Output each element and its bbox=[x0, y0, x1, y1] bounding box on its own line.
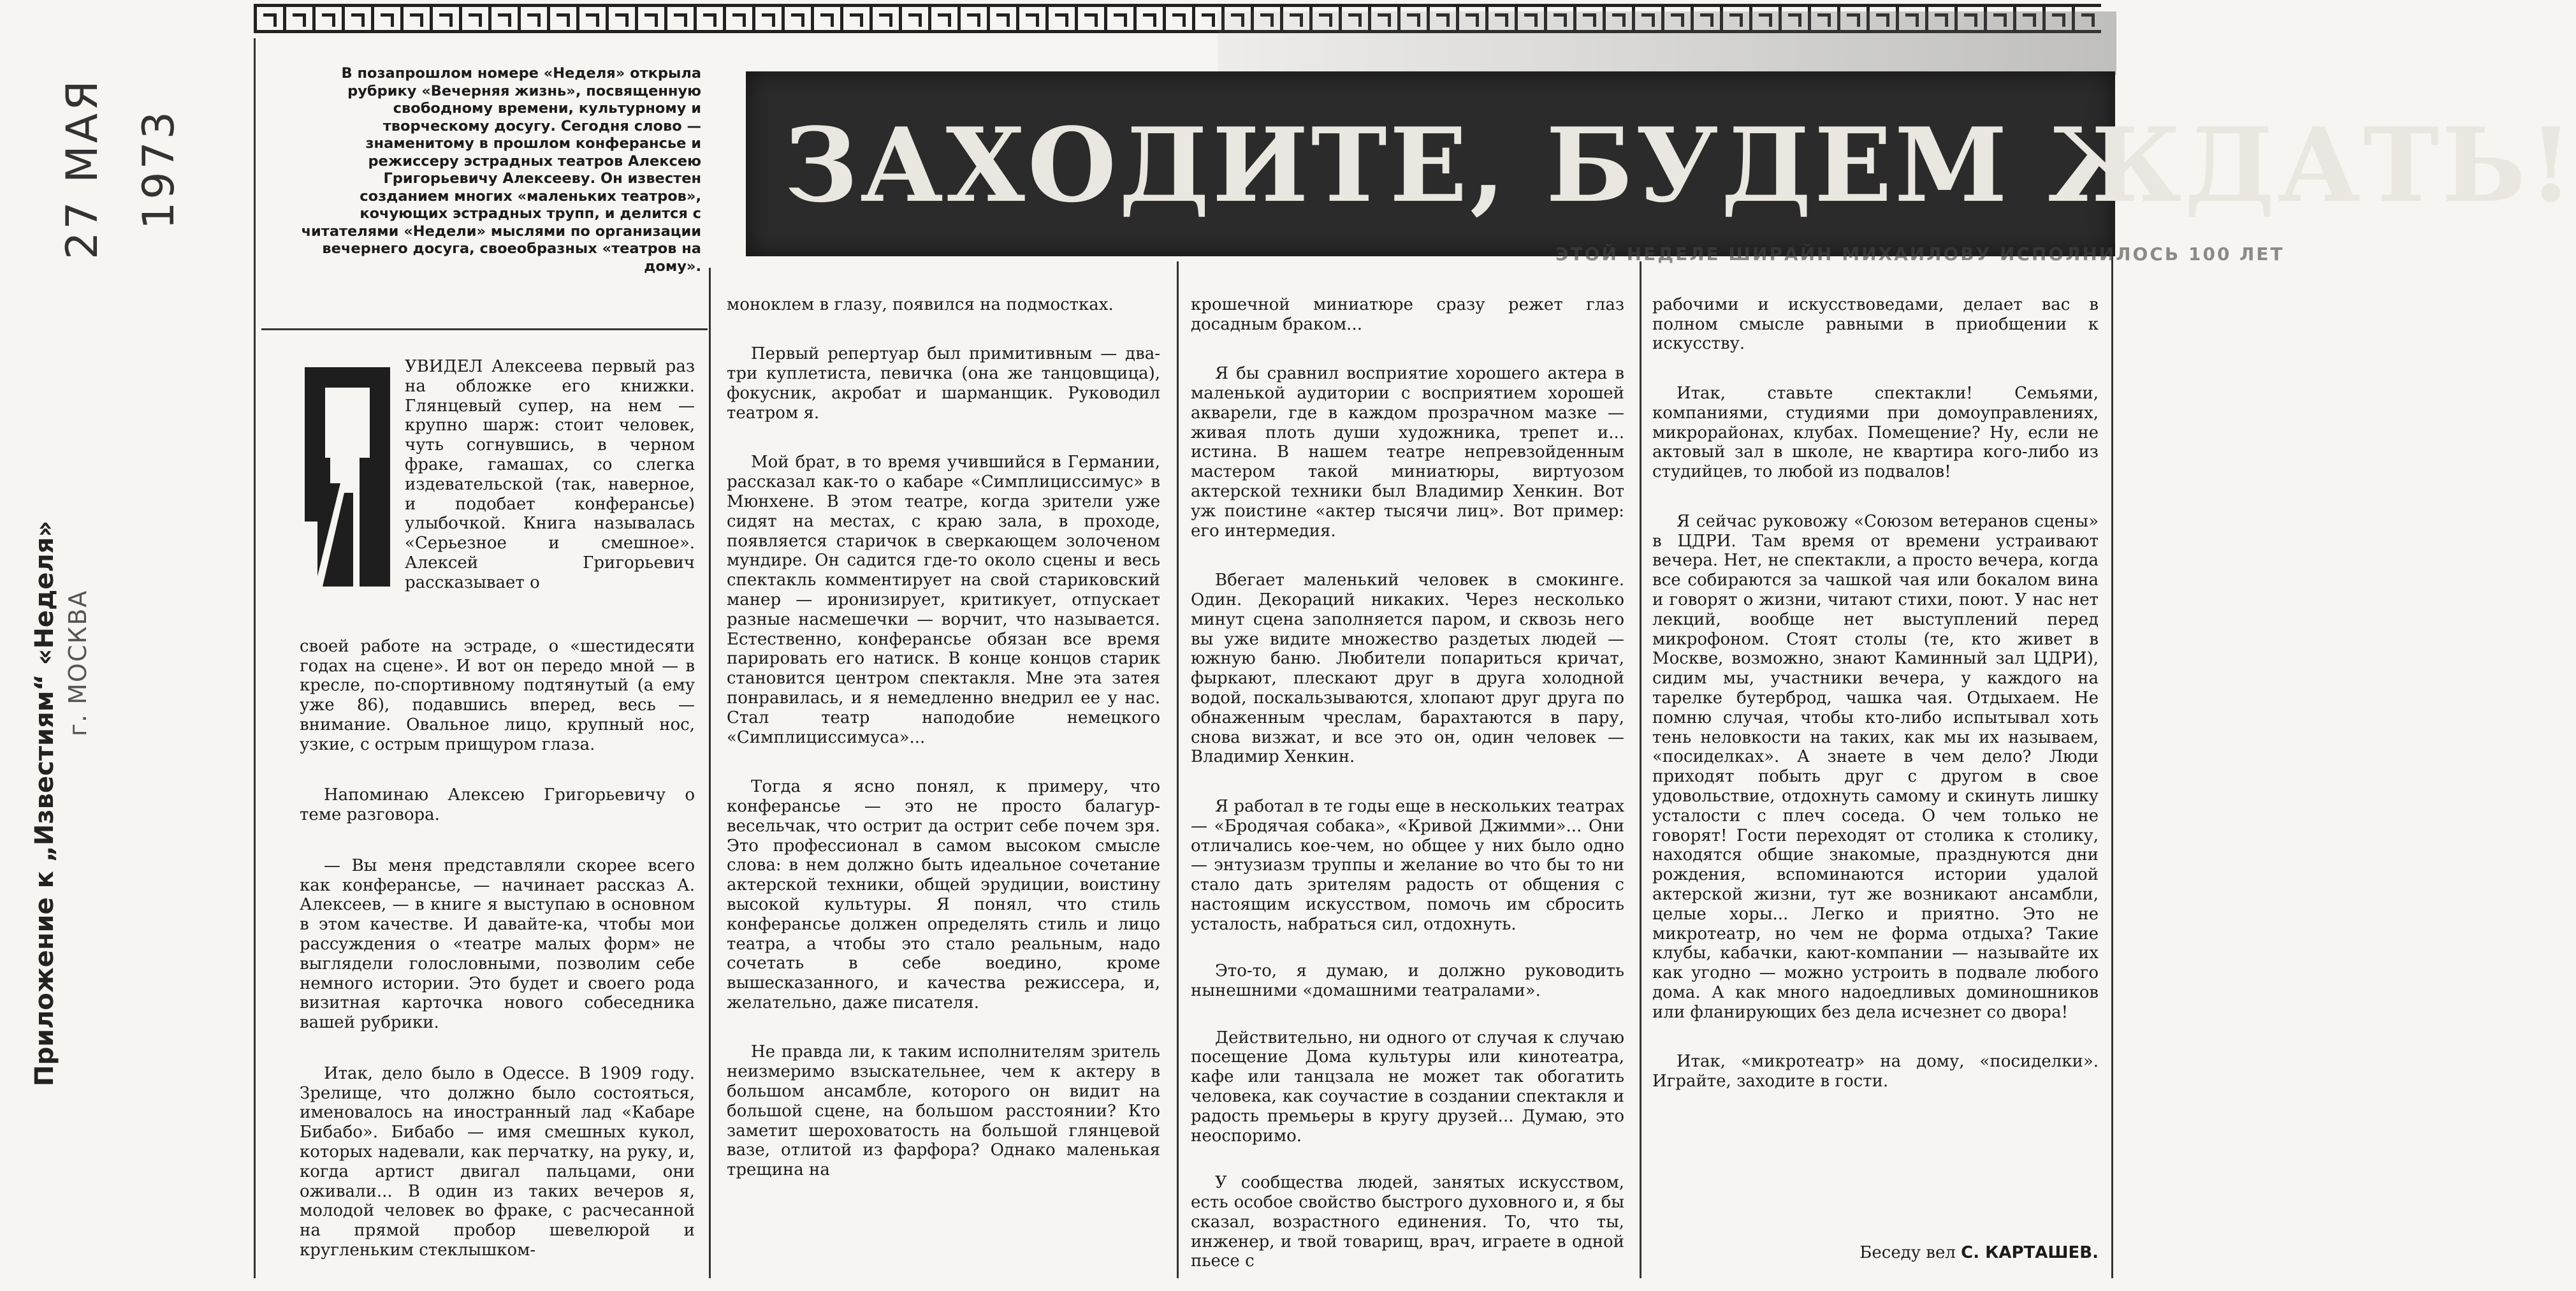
paragraph: Это-то, я думаю, и должно руководить нынешними «домашними театралами». bbox=[1191, 961, 1624, 1001]
border-tile bbox=[870, 4, 899, 33]
border-tile bbox=[1075, 4, 1104, 33]
headline-bleed-through bbox=[1218, 11, 2116, 75]
border-tile bbox=[283, 4, 312, 33]
intro-lede: В позапрошлом номере «Неделя» открыла рубрику «Вечерняя жизнь», посвященную свободному времени, культурному и творческому досугу. Сегодня слово — знаменитому в прошлом конферансье и режиссеру эстрадных театров Алексею Григорьевичу Алексееву. Он известен созданием многих «маленьких театров», кочующих эстрадных трупп, и делится с читателями «Недели» мыслями по организации вечернего досуга, своеобразных «театров на дому». bbox=[301, 65, 701, 275]
border-tile bbox=[811, 4, 840, 33]
column-rule-1 bbox=[709, 268, 711, 1278]
headline-title: ЗАХОДИТЕ, БУДЕМ ЖДАТЬ! bbox=[784, 105, 2576, 225]
paragraph: Я работал в те годы еще в нескольких театрах — «Бродячая собака», «Кривой Джимми»... Они отличались кое-чем, но общее у них было одно — энтузиазм труппы и желание во что бы то ни стало дать зрителям радость от общения с настоящим искусством, помочь им сбросить усталость, набраться сил, отдохнуть. bbox=[1191, 796, 1624, 934]
border-tile bbox=[752, 4, 782, 33]
byline-name: С. КАРТАШЕВ. bbox=[1961, 1243, 2099, 1262]
article-lead-paragraph: УВИДЕЛ Алексеева первый раз на обложке его книжки. Глянцевый супер, на нем — крупно шарж: стоит человек, чуть согнувшись, в черном фраке, гамашах, со слегка издевательской (так, наверное, и подобает конферансье) улыбочкой. Книга называлась «Серьезное и смешное». Алексей Григорьевич рассказывает о bbox=[405, 357, 695, 592]
column-rule-left bbox=[254, 38, 256, 1278]
stamp-city: г. МОСКВА bbox=[64, 589, 92, 737]
paragraph: моноклем в глазу, появился на подмостках. bbox=[727, 295, 1114, 314]
paragraph: Итак, дело было в Одессе. В 1909 году. Зрелище, что должно было состояться, именовалось на иностранный лад «Кабаре Бибабо». Бибабо — имя смешных кукол, которых надевали, как перчатку, на руку, и, когда артист двигал пальцами, они оживали... В один из таких вечеров я, молодой человек во фраке, с расчесанной на прямой пробор шевелюрой и кругленьким стеклышком- bbox=[300, 1063, 695, 1260]
border-tile bbox=[430, 4, 459, 33]
drop-cap-letter bbox=[300, 362, 395, 592]
article-column-2 bbox=[727, 275, 1160, 1200]
paragraph: Я бы сравнил восприятие хорошего актера в маленькой аудитории с восприятием хорошей акварели, где в каждом прозрачном мазке — живая плоть души художника, трепет и... истина. В нашем театре непревзойденным мастером такой миниатюры, виртуозом актерской техники был Владимир Хенкин. Вот уж поистине «актер тысячи лиц». Вот пример: его интермедия. bbox=[1191, 364, 1624, 541]
paragraph: крошечной миниатюре сразу режет глаз досадным браком... bbox=[1191, 295, 1624, 334]
bleed-through-text: ЭТОЙ НЕДЕЛЕ ШИРАЙН МИХАИЛОВУ ИСПОЛНИЛОСЬ 100 ЛЕТ bbox=[1555, 244, 2285, 265]
border-tile bbox=[723, 4, 752, 33]
border-tile bbox=[840, 4, 870, 33]
border-tile bbox=[606, 4, 635, 33]
paragraph: Мой брат, в то время учившийся в Германии, рассказал как-то о кабаре «Симплициссимус» в Мюнхене. В этом театре, когда зрители уже сидят на местах, с краю зала, в проходе, появляется старичок в сверкающем золоченом мундире. Он садится где-то около сцены и весь спектакль комментирует на свой стариковский манер — иронизирует, критикует, отпускает разные насмешечки — ворчит, что называется. Естественно, конферансье обязан все время парировать его натиск. В конце концов старик становится центром спектакля. Мне эта затея понравилась, и я немедленно внедрил ее у нас. Стал театр наподобие немецкого «Симплициссимуса»... bbox=[727, 453, 1160, 747]
border-tile bbox=[488, 4, 518, 33]
border-tile bbox=[400, 4, 430, 33]
paragraph: Тогда я ясно понял, к примеру, что конферансье — это не просто балагур-весельчак, что острит да острит себе почем зря. Это профессионал в самом высоком смысле слова: в нем должно быть идеальное сочетание актерской техники, общей эрудиции, воистину высокой культуры. Я понял, что стиль конферансье должен определять стиль и лицо театра, а чтобы это стало реальным, надо сочетать в себе воедино, кроме вышесказанного, и качества режиссера, и, желательно, даже писателя. bbox=[727, 777, 1160, 1012]
border-tile bbox=[576, 4, 606, 33]
article-column-4 bbox=[1652, 275, 2099, 1111]
paragraph: Я сейчас руковожу «Союзом ветеранов сцены» в ЦДРИ. Там время от времени устраивают вечера. Нет, не спектакли, а просто вечера, когда все собираются за чашкой чая или бокалом вина и говорят о жизни, читают стихи, поют. У нас нет лекций, вообще нет выступлений перед микрофоном. Стоят столы (те, кто живет в Москве, возможно, знают Каминный зал ЦДРИ), сидим мы, участники вечера, у каждого на тарелке бутерброд, чашка чая. Отдыхаем. Не помню случая, чтобы кто-либо испытывал хоть тень неловкости на таких, как мы их называем, «посиделках». А знаете в чем дело? Люди приходят побыть друг с другом в свое удовольствие, отдохнуть самому и скинуть лишку усталости с плеч соседа. О чем только не говорят! Гости переходят от столика к столику, находятся общие знакомые, празднуются дни рождения, вспоминаются истории удалой актерской жизни, тут же возникают ансамбли, целые хоры... Легко и приятно. Это не микротеатр, но чем не форма отдыха? Такие клубы, кабачки, кают-компании — называйте их как угодно — можно устроить в подвале любого дома. А как много надоедливых доминошников или фланирующих без дела исчезнет со двора! bbox=[1652, 511, 2099, 1022]
paragraph: Напоминаю Алексею Григорьевичу о теме разговора. bbox=[300, 785, 695, 825]
border-tile bbox=[342, 4, 371, 33]
paragraph: Первый репертуар был примитивным — два-три куплетиста, певичка (она же танцовщица), фокусник, акробат и шарманщик. Руководил театром я. bbox=[727, 344, 1160, 423]
border-tile bbox=[371, 4, 400, 33]
border-tile bbox=[782, 4, 811, 33]
border-tile bbox=[1133, 4, 1163, 33]
border-tile bbox=[1016, 4, 1045, 33]
paragraph: Итак, ставьте спектакли! Семьями, компаниями, студиями при домоуправлениях, микрорайонах, клубах. Помещение? Ну, если не актовый зал в школе, не квартира кого-либо из студийцев, то любой из подвалов! bbox=[1652, 383, 2099, 482]
paragraph: Действительно, ни одного от случая к случаю посещение Дома культуры или кинотеатра, кафе или танцзала не может так обогатить человека, как соучастие в создании спектакля и радость премьеры в кругу друзей... Думаю, это неоспоримо. bbox=[1191, 1028, 1624, 1146]
column-rule-2 bbox=[1177, 261, 1179, 1278]
border-tile bbox=[664, 4, 694, 33]
paragraph: У сообщества людей, занятых искусством, есть особое свойство быстрого духовного и, я бы сказал, возрастного единения. То, что ты, инженер, и твой товарищ, врач, играете в одной пьесе с bbox=[1191, 1173, 1624, 1271]
border-tile bbox=[1045, 4, 1075, 33]
border-tile bbox=[957, 4, 987, 33]
paragraph: Итак, «микротеатр» на дому, «посиделки». Играйте, заходите в гости. bbox=[1652, 1052, 2099, 1091]
intro-separator bbox=[261, 328, 708, 330]
border-tile bbox=[254, 4, 283, 33]
border-tile bbox=[518, 4, 547, 33]
article-column-1 bbox=[300, 617, 695, 1280]
border-tile bbox=[928, 4, 957, 33]
paragraph: Не правда ли, к таким исполнителям зритель неизмеримо взыскательнее, чем к актеру в большом ансамбле, которого он видит на большой сцене, на большом расстоянии? Кто заметит шероховатость на большой глянцевой вазе, отлитой из фарфора? Однако маленькая трещина на bbox=[727, 1042, 1160, 1180]
paragraph: рабочими и искусствоведами, делает вас в полном смысле равными в приобщении к искусству. bbox=[1652, 295, 2099, 354]
paragraph: — Вы меня представляли скорее всего как конферансье, — начинает рассказ А. Алексеев, — в книге я выступаю в основном в этом качестве. И давайте-ка, чтобы мои рассуждения о «театре малых форм» не выглядели голословными, позволим себе немного истории. Это будет и своего рода визитная карточка нового собеседника вашей рубрики. bbox=[300, 856, 695, 1033]
border-tile bbox=[987, 4, 1016, 33]
border-tile bbox=[312, 4, 342, 33]
byline-prefix: Беседу вел bbox=[1859, 1243, 1956, 1262]
border-tile bbox=[1104, 4, 1133, 33]
stamp-newspaper-name: Приложение к „Известиям“ «Неделя» bbox=[30, 520, 59, 1086]
border-tile bbox=[899, 4, 928, 33]
border-tile bbox=[635, 4, 664, 33]
byline bbox=[1652, 1243, 2099, 1262]
article-column-3 bbox=[1191, 275, 1624, 1291]
paragraph: Вбегает маленький человек в смокинге. Один. Декораций никаких. Через несколько минут сцена заполняется паром, и сквозь него вы уже видите множество раздетых людей — южную баню. Любители попариться кричат, фыркают, плескают друг в друга холодной водой, поскальзываются, хлопают друг друга по обнаженным чреслам, барахтаются в пару, снова визжат, и все это он, один человек — Владимир Хенкин. bbox=[1191, 571, 1624, 767]
column-rule-3 bbox=[1640, 261, 1641, 1278]
border-tile bbox=[547, 4, 576, 33]
border-tile bbox=[1163, 4, 1192, 33]
column-rule-right bbox=[2111, 242, 2113, 1278]
paragraph: своей работе на эстраде, о «шестидесяти годах на сцене». И вот он передо мной — в кресле, по-спортивному подтянутый (а ему уже 86), подавшись вперед, весь — внимание. Овальное лицо, крупный нос, узкие, с острым прищуром глаза. bbox=[300, 636, 695, 754]
border-tile bbox=[459, 4, 488, 33]
border-tile bbox=[694, 4, 723, 33]
stamp-date: 27 МАЯ 1973 bbox=[57, 78, 184, 260]
